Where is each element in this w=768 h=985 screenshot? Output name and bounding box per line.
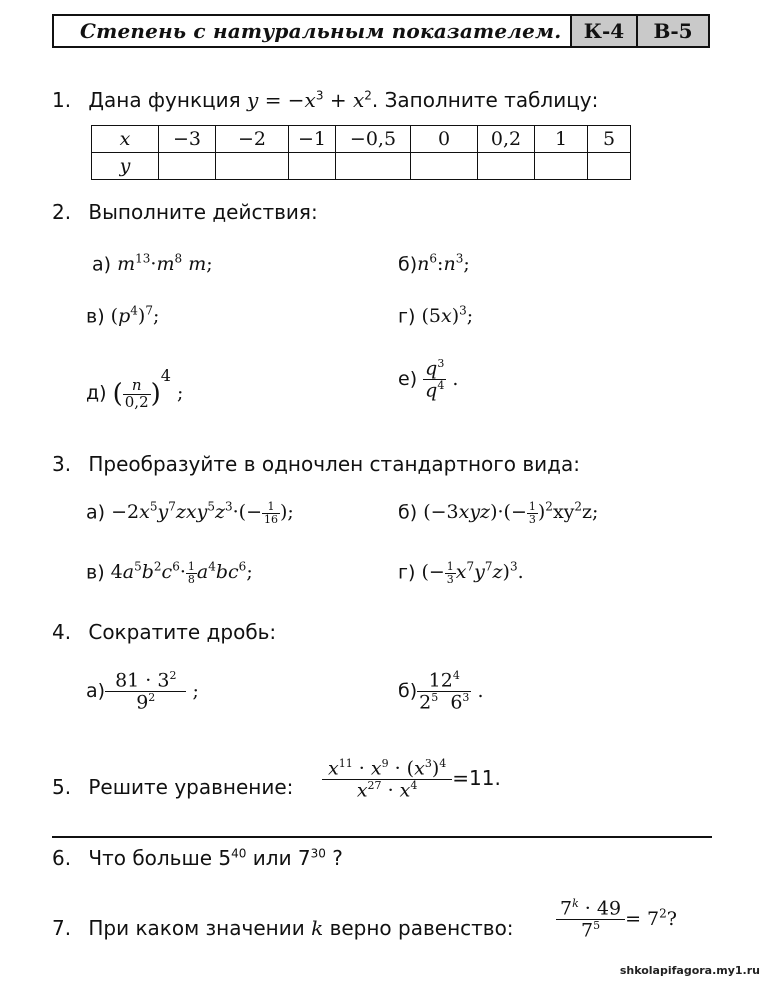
table-cell-empty <box>588 153 631 180</box>
expression: $-2x^5y^7zxy^5z^3\cdot(-$ $\frac{1}{16}$ ); <box>111 500 294 526</box>
table-cell: −3 <box>159 126 216 153</box>
formula-exponent: 2 <box>364 88 372 103</box>
task-number: 3. <box>52 452 72 476</box>
expression: ( $\frac{n}{0,2}$ )$^4$ ; <box>112 366 184 411</box>
row-label-x <box>92 126 159 153</box>
table-cell-empty <box>159 153 216 180</box>
item-label: в) <box>86 305 105 328</box>
task-3b <box>398 500 598 525</box>
task-2e <box>398 358 458 402</box>
item-label: б) <box>398 253 418 276</box>
task-number: 5. <box>52 775 72 799</box>
table-cell: 0 <box>411 126 478 153</box>
task-text: Выполните действия: <box>88 200 318 224</box>
expression: $\frac{x^{11} \cdot x^9 \cdot (x^3)^4}{x^{27} \cdot x^4}$ <box>322 768 452 790</box>
equation-rhs: = 7 <box>625 907 660 930</box>
y-label: y <box>119 155 131 177</box>
formula-part: + x <box>323 88 365 112</box>
table-row-y <box>92 153 631 180</box>
task-text: Преобразуйте в одночлен стандартного вида: <box>88 452 580 476</box>
task-2b <box>398 252 470 275</box>
task-7-equation <box>556 898 677 942</box>
table-cell-empty <box>535 153 588 180</box>
table-cell-empty <box>336 153 411 180</box>
table-cell-empty <box>289 153 336 180</box>
task-2g <box>398 304 473 327</box>
worksheet-title: Степень с натуральным показателем. <box>54 16 572 46</box>
expression: $n^6:n^3$; <box>417 252 470 276</box>
task-number: 6. <box>52 846 72 870</box>
task-4b <box>398 670 484 714</box>
values-table <box>91 125 631 180</box>
item-label: б) <box>398 501 418 524</box>
task-1 <box>52 88 598 112</box>
task-number: 4. <box>52 620 72 644</box>
item-label: г) <box>398 561 416 584</box>
work-code: К-4 <box>572 16 638 46</box>
table-cell: −2 <box>216 126 289 153</box>
task-number: 2. <box>52 200 72 224</box>
table-cell: 1 <box>535 126 588 153</box>
expression: $\frac{12^4}{2^5 6^3}$ . <box>419 669 484 714</box>
expression: (− $\frac{1}{3}$ $x^7y^7z)^3$. <box>421 560 524 586</box>
expression: $(5x)^3$; <box>421 304 474 328</box>
task-text-tail: ? <box>666 907 677 930</box>
item-label: а) <box>86 501 106 524</box>
formula-part: y = −x <box>247 88 316 112</box>
expression: $4a^5b^2c^6\cdot$ $\frac{1}{8}$ $a^4bc^6$; <box>110 560 253 586</box>
task-number: 1. <box>52 88 72 112</box>
item-label: а) <box>86 679 106 702</box>
site-watermark: shkolapifagora.my1.ru <box>619 964 760 977</box>
task-text: верно равенство: <box>329 916 514 940</box>
task-2a <box>92 252 213 275</box>
row-label-y <box>92 153 159 180</box>
item-label: б) <box>398 679 418 702</box>
task-2d <box>86 366 183 410</box>
task-4 <box>52 620 276 644</box>
item-label: г) <box>398 305 416 328</box>
task-3a <box>86 500 294 525</box>
equation-rhs: =11. <box>452 765 501 790</box>
formula-exponent: 3 <box>315 88 324 103</box>
exponent: 40 <box>231 846 247 861</box>
task-text: Решите уравнение: <box>88 775 294 799</box>
task-number: 7. <box>52 916 72 940</box>
task-3v <box>86 560 253 585</box>
exponent: 30 <box>310 846 326 861</box>
expression: $\frac{q^3}{q^4}$ . <box>425 357 459 402</box>
table-cell-empty <box>216 153 289 180</box>
item-label: д) <box>86 382 107 404</box>
task-6 <box>52 846 343 870</box>
expression: $\frac{7^k \cdot 49}{7^5}$ <box>556 908 625 930</box>
table-cell-empty <box>411 153 478 180</box>
x-label: x <box>119 128 131 150</box>
item-label: в) <box>86 561 105 584</box>
variant-code: В-5 <box>638 16 708 46</box>
task-text: или 7 <box>246 846 311 870</box>
expression: (−3xyz)·(− $\frac{1}{3}$ )$^2xy^2z$; <box>423 500 599 526</box>
item-label: е) <box>398 367 418 390</box>
expression: $m^{13}\cdot m^8$ m; <box>117 252 213 276</box>
task-2 <box>52 200 318 224</box>
divider-line <box>52 836 712 838</box>
task-2v <box>86 304 159 327</box>
task-text: При каком значении <box>88 916 305 940</box>
table-cell: 5 <box>588 126 631 153</box>
task-5-equation <box>322 758 501 802</box>
task-3 <box>52 452 580 476</box>
table-cell-empty <box>478 153 535 180</box>
task-text: Что больше 5 <box>88 846 232 870</box>
table-cell: −1 <box>289 126 336 153</box>
table-row-x <box>92 126 631 153</box>
table-cell: 0,2 <box>478 126 535 153</box>
expression: $(p^4)^7$; <box>110 304 160 328</box>
task-5 <box>52 775 293 799</box>
table-cell: −0,5 <box>336 126 411 153</box>
task-3g <box>398 560 524 585</box>
task-text-tail: ? <box>325 846 343 870</box>
task-text-tail: . Заполните таблицу: <box>371 88 599 112</box>
header-box <box>52 14 710 48</box>
expression: $\frac{81 \cdot 3^2}{9^2}$ ; <box>105 680 199 702</box>
task-7 <box>52 916 514 940</box>
exponent: 2 <box>659 906 667 921</box>
item-label: а) <box>92 253 112 276</box>
variable-k: k <box>311 916 324 940</box>
task-text: Сократите дробь: <box>88 620 277 644</box>
task-text: Дана функция <box>88 88 241 112</box>
task-4a <box>86 670 199 714</box>
